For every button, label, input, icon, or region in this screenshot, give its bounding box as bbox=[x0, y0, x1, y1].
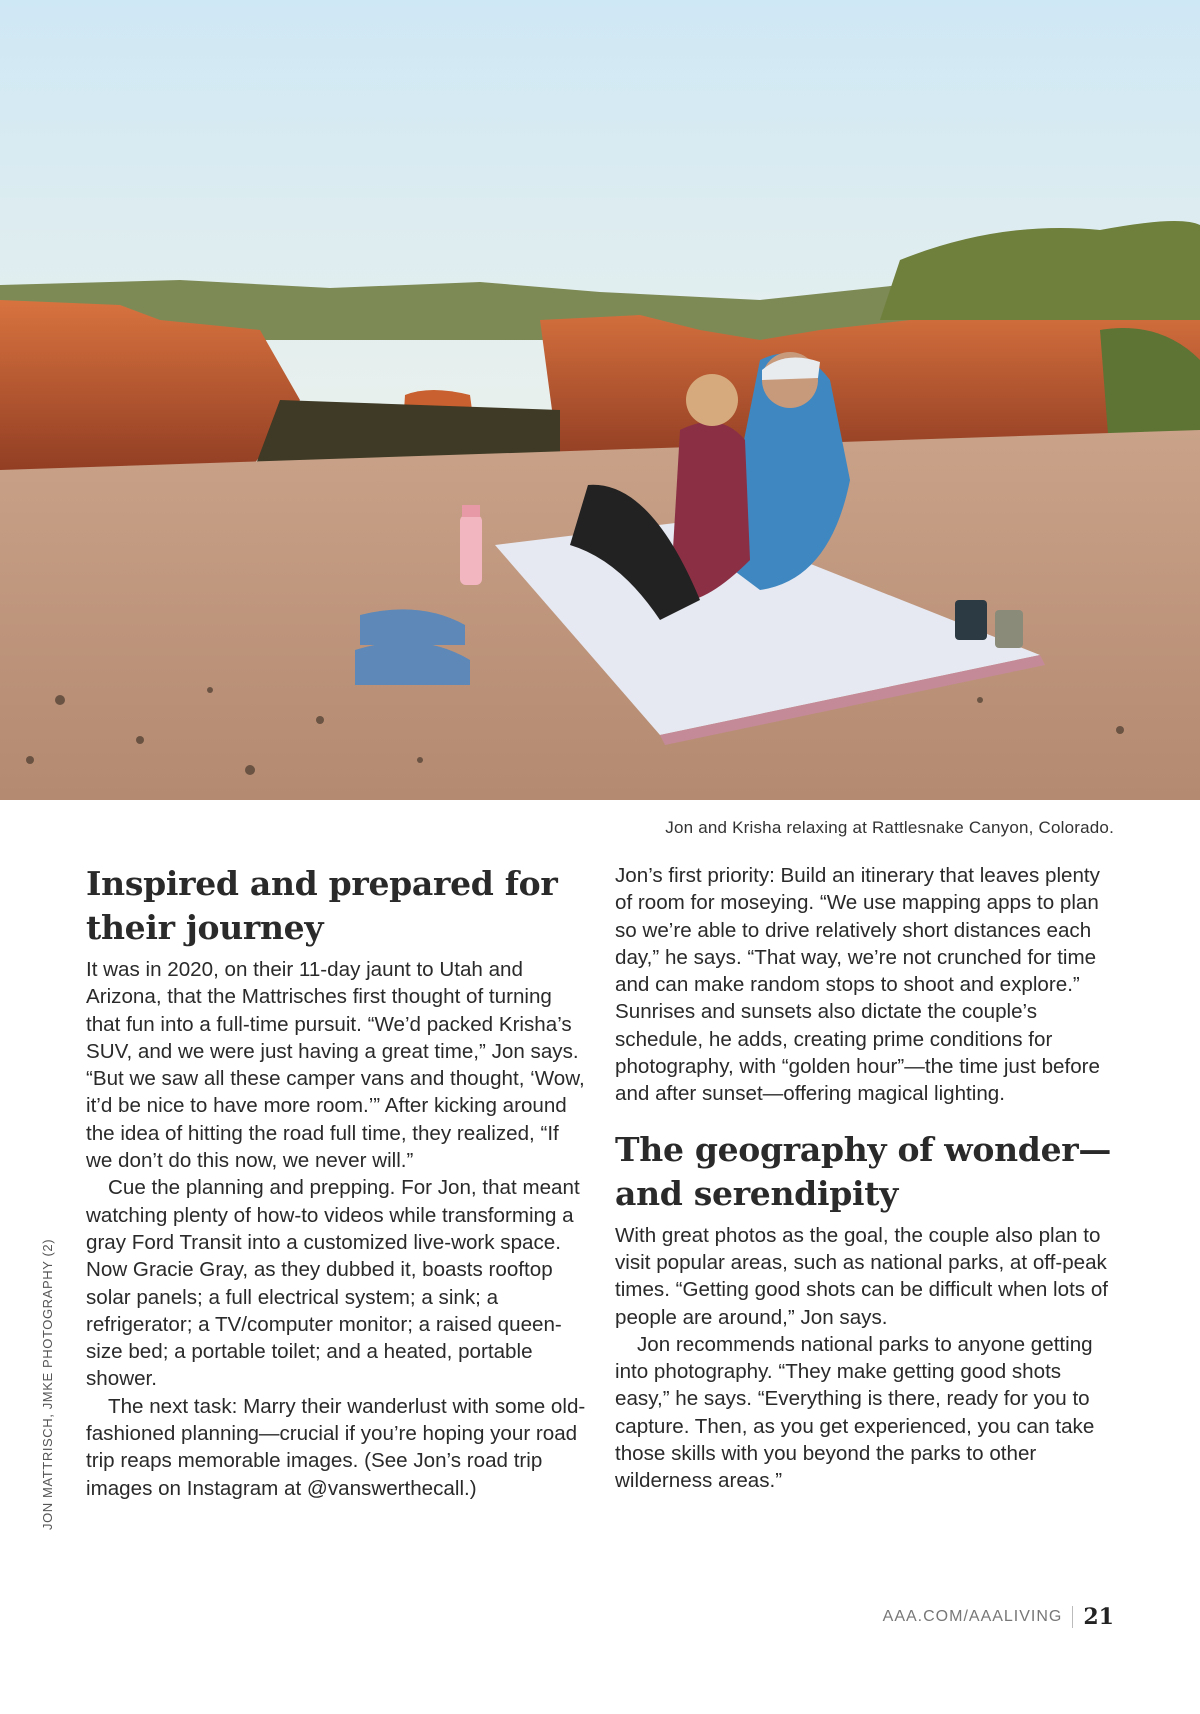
body-paragraph: Jon’s first priority: Build an itinerary that leaves plenty of room for moseying. “We use mapping apps to plan so we’re able to drive relatively short distances each day,” he says. “That way, we’re not crunched for time and can make random stops to shoot and explore.” Sunrises and sunsets also dictate the couple’s schedule, he adds, creating prime conditions for photography, with “golden hour”—the time just before and after sunset—offering magical lighting. bbox=[615, 864, 1100, 1106]
body-paragraph: The next task: Marry their wanderlust with some old-fashioned planning—crucial if you’re hoping your road trip reaps memorable images. (See Jon’s road trip images on Instagram at @vanswerthecall.) bbox=[86, 1394, 586, 1500]
page-number: 21 bbox=[1083, 1604, 1114, 1630]
body-paragraph: It was in 2020, on their 11-day jaunt to Utah and Arizona, that the Mattrisches first thought of turning that fun into a full-time pursuit. “We’d packed Krisha’s SUV, and we were just having a great time,” Jon says. “But we saw all these camper vans and thought, ‘Wow, it’d be nice to have more room.’” After kicking around the idea of hitting the road full time, they realized, “If we don’t do this now, we never will.” bbox=[86, 958, 585, 1173]
section-heading-inspired: Inspired and prepared for their journey bbox=[86, 864, 558, 947]
section-heading-geography: The geography of wonder—and serendipity bbox=[615, 1129, 1112, 1213]
canyon-scene-illustration bbox=[0, 0, 1200, 800]
body-paragraph: Jon recommends national parks to anyone getting into photography. “They make getting good shots easy,” he says. “Everything is there, ready for you to capture. Then, as you get experienced, you can take those skills with you beyond the parks to other wilderness areas.” bbox=[615, 1332, 1095, 1493]
photo-credit-text: JON MATTRISCH, JMKE PHOTOGRAPHY (2) bbox=[40, 1238, 55, 1530]
right-column bbox=[615, 862, 1115, 1495]
body-paragraph: Cue the planning and prepping. For Jon, that meant watching plenty of how-to videos while transforming a gray Ford Transit into a customized live-work space. Now Gracie Gray, as they dubbed it, boasts rooftop solar panels; a full electrical system; a sink; a refrigerator; a TV/computer monitor; a raised queen-size bed; a portable toilet; and a heated, portable shower. bbox=[86, 1176, 580, 1391]
left-column bbox=[86, 862, 586, 1502]
page-footer bbox=[883, 1604, 1114, 1630]
footer-url: AAA.COM/AAALIVING bbox=[882, 1608, 1063, 1625]
photo-caption: Jon and Krisha relaxing at Rattlesnake Canyon, Colorado. bbox=[665, 818, 1114, 837]
footer-divider bbox=[1072, 1606, 1073, 1628]
hero-photo bbox=[0, 0, 1200, 800]
body-paragraph: With great photos as the goal, the couple also plan to visit popular areas, such as national parks, at off-peak times. “Getting good shots can be difficult when lots of people are around,” Jon says. bbox=[615, 1223, 1108, 1329]
